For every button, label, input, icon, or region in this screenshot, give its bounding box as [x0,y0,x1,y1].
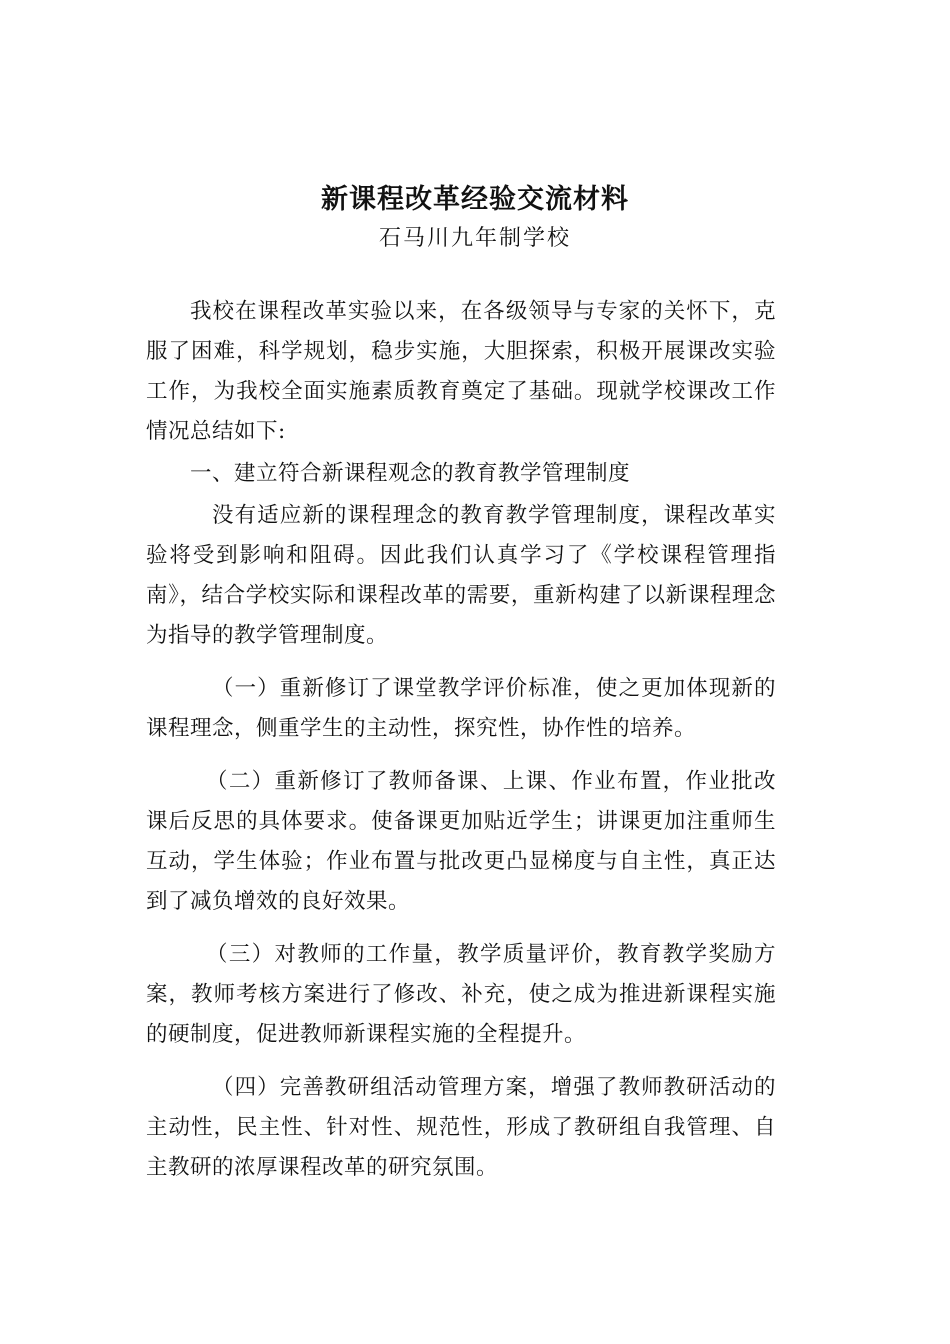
document-subtitle: 石马川九年制学校 [378,226,571,251]
subsection-paragraph-1: （一）重新修订了课堂教学评价标准，使之更加体现新的课程理念，侧重学生的主动性，探究性，协作性的培养。 [146,676,776,741]
intro-paragraph: 我校在课程改革实验以来，在各级领导与专家的关怀下，克服了困难，科学规划，稳步实施，大胆探索，积极开展课改实验工作，为我校全面实施素质教育奠定了基础。现就学校课改工作情况总结如下: [146,299,776,444]
section-heading: 一、建立符合新课程观念的教育教学管理制度 [190,461,631,486]
subsection-paragraph-4: （四）完善教研组活动管理方案，增强了教师教研活动的主动性，民主性、针对性、规范性，形成了教研组自我管理、自主教研的浓厚课程改革的研究氛围。 [146,1075,776,1180]
subsection-paragraph-3: （三）对教师的工作量，教学质量评价，教育教学奖励方案，教师考核方案进行了修改、补充，使之成为推进新课程实施的硬制度，促进教师新课程实施的全程提升。 [146,942,776,1047]
section-paragraph: 没有适应新的课程理念的教育教学管理制度，课程改革实验将受到影响和阻碍。因此我们认真学习了《学校课程管理指南》，结合学校实际和课程改革的需要，重新构建了以新课程理念为指导的教学管理制度。 [146,503,776,648]
document-body [146,292,776,1188]
subsection-paragraph-2: （二）重新修订了教师备课、上课、作业布置，作业批改课后反思的具体要求。使备课更加贴近学生；讲课更加注重师生互动，学生体验；作业布置与批改更凸显梯度与自主性，真正达到了减负增效的良好效果。 [146,769,776,914]
document-title: 新课程改革经验交流材料 [321,184,629,215]
